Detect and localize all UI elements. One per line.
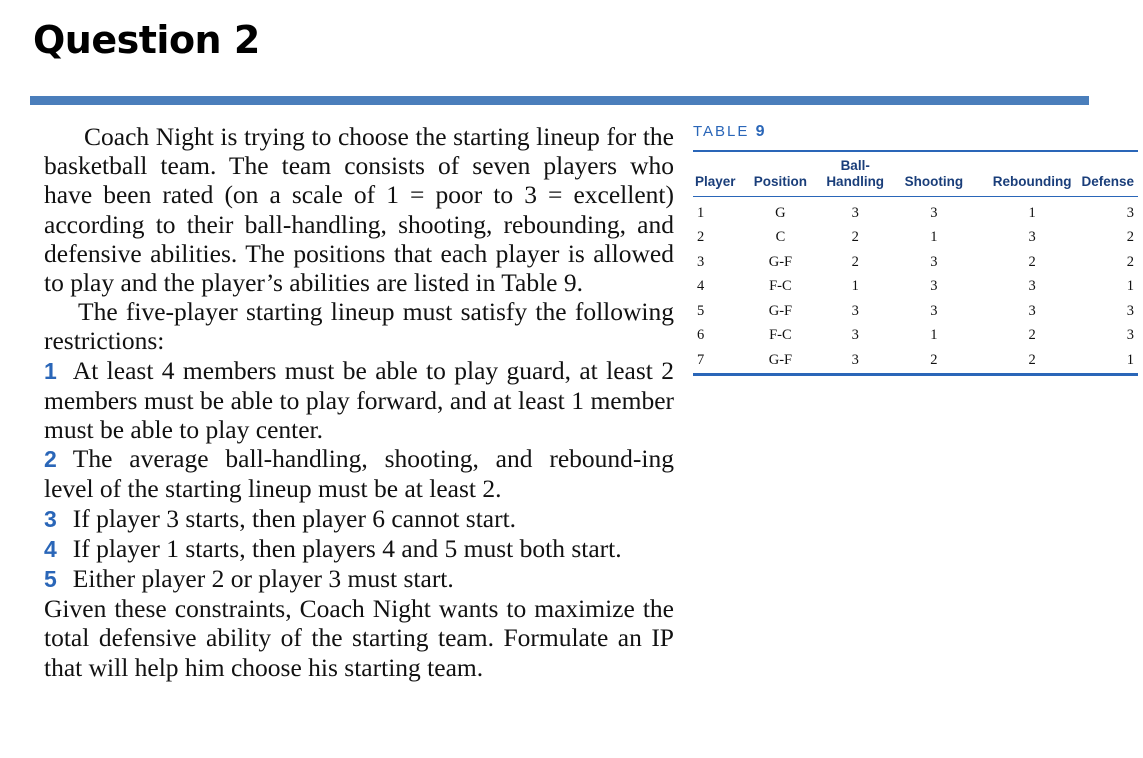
restriction-number: 3 <box>44 505 57 532</box>
ratings-table <box>693 150 1138 376</box>
cell-player: 6 <box>697 327 705 344</box>
restriction-text: The average ball-handling, shooting, and rebound-ing level of the starting lineup must be at least 2. <box>44 444 674 504</box>
problem-text <box>44 122 674 682</box>
restriction-text: Either player 2 or player 3 must start. <box>72 564 454 594</box>
table-row <box>693 226 1138 251</box>
restriction-item <box>44 564 674 594</box>
cell-defense: 3 <box>1126 204 1134 221</box>
cell-defense: 2 <box>1126 253 1134 270</box>
header-shooting: Shooting <box>885 151 983 197</box>
cell-defense: 3 <box>1126 302 1134 319</box>
intro-paragraph: Coach Night is trying to choose the starting lineup for the basketball team. The team consists of seven players who have been rated (on a scale of 1 = poor to 3 = excellent) according to their ball-handling, shooting, rebounding, and defensive abilities. The positions that each player is allowed to play and the player’s abilities are listed in Table 9. <box>44 122 674 298</box>
cell-rebounding: 2 <box>1028 327 1036 344</box>
closing-paragraph: Given these constraints, Coach Night wants to maximize the total defensive ability of the starting team. Formulate an IP that will help him choose his starting team. <box>44 594 674 682</box>
header-rebounding: Rebounding <box>983 151 1082 197</box>
restriction-text: At least 4 members must be able to play guard, at least 2 members must be able to play forward, and at least 1 member must be able to play center. <box>44 355 674 445</box>
cell-ball-handling: 1 <box>851 278 859 295</box>
cell-position: C <box>775 229 786 246</box>
cell-shooting: 1 <box>930 229 938 246</box>
cell-defense: 3 <box>1126 327 1134 344</box>
table-row <box>693 299 1138 324</box>
header-ball-handling-line1: Ball- <box>840 158 870 173</box>
header-defense: Defense <box>1081 151 1138 197</box>
table-header-row <box>693 151 1138 197</box>
cell-player: 1 <box>697 204 705 221</box>
restriction-item <box>44 504 674 534</box>
restriction-number: 1 <box>44 357 57 384</box>
cell-shooting: 3 <box>930 278 938 295</box>
cell-position: F-C <box>769 327 792 344</box>
cell-player: 3 <box>697 253 705 270</box>
title-divider <box>30 96 1089 105</box>
cell-shooting: 3 <box>930 253 938 270</box>
cell-position: F-C <box>769 278 792 295</box>
ratings-table-block <box>693 118 1138 376</box>
table-label <box>693 118 1138 150</box>
restrictions-intro: The five-player starting lineup must satisfy the following restrictions: <box>44 297 674 356</box>
restriction-text: If player 3 starts, then player 6 cannot start. <box>72 503 517 533</box>
table-row <box>693 275 1138 300</box>
table-row <box>693 197 1138 226</box>
cell-rebounding: 3 <box>1028 278 1036 295</box>
table-label-word: TABLE <box>693 123 750 140</box>
cell-player: 7 <box>697 351 705 368</box>
cell-defense: 2 <box>1126 229 1134 246</box>
restriction-item <box>44 444 674 503</box>
page-title: Question 2 <box>33 18 260 62</box>
cell-rebounding: 2 <box>1028 351 1036 368</box>
cell-rebounding: 1 <box>1028 204 1036 221</box>
cell-ball-handling: 3 <box>851 204 859 221</box>
restriction-number: 2 <box>44 446 57 473</box>
cell-ball-handling: 2 <box>851 253 859 270</box>
cell-shooting: 3 <box>930 302 938 319</box>
table-row <box>693 324 1138 349</box>
cell-position: G-F <box>768 351 793 368</box>
cell-defense: 1 <box>1126 351 1134 368</box>
header-ball-handling-line2: Handling <box>826 174 885 189</box>
cell-player: 4 <box>697 278 705 295</box>
cell-ball-handling: 3 <box>851 302 859 319</box>
restriction-number: 4 <box>44 535 57 562</box>
restriction-text: If player 1 starts, then players 4 and 5 must both start. <box>72 533 622 563</box>
restriction-item <box>44 534 674 564</box>
cell-rebounding: 3 <box>1028 302 1036 319</box>
cell-rebounding: 2 <box>1028 253 1036 270</box>
cell-position: G-F <box>768 302 793 319</box>
header-player: Player <box>693 151 736 197</box>
cell-player: 5 <box>697 302 705 319</box>
cell-ball-handling: 3 <box>851 351 859 368</box>
cell-shooting: 3 <box>930 204 938 221</box>
cell-rebounding: 3 <box>1028 229 1036 246</box>
header-position: Position <box>736 151 826 197</box>
cell-ball-handling: 3 <box>851 327 859 344</box>
table-label-number: 9 <box>755 123 767 140</box>
cell-defense: 1 <box>1126 278 1134 295</box>
cell-position: G <box>775 204 786 221</box>
cell-ball-handling: 2 <box>851 229 859 246</box>
restriction-item <box>44 356 674 445</box>
cell-shooting: 1 <box>930 327 938 344</box>
table-row <box>693 348 1138 374</box>
header-ball-handling <box>825 151 885 197</box>
restriction-number: 5 <box>44 566 57 593</box>
table-row <box>693 250 1138 275</box>
cell-player: 2 <box>697 229 705 246</box>
cell-shooting: 2 <box>930 351 938 368</box>
cell-position: G-F <box>768 253 793 270</box>
